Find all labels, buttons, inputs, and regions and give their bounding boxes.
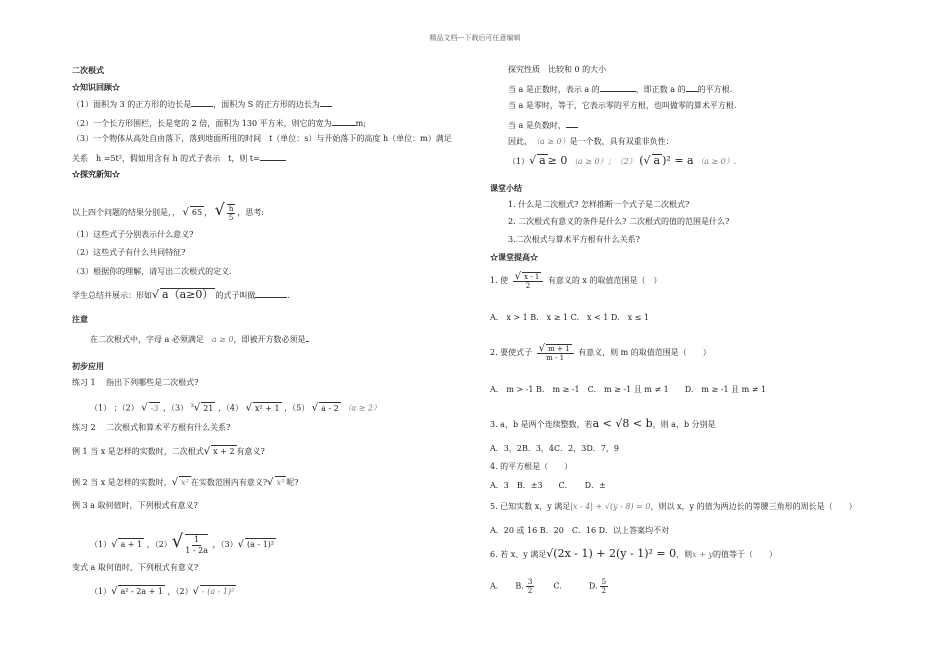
sqrt-icon: √ — [171, 477, 179, 488]
blank — [191, 97, 213, 107]
review-item-1 — [72, 97, 332, 111]
property-formulas — [508, 154, 736, 168]
explore-heading: ☆探究新知☆ — [72, 169, 120, 179]
review-item-3 — [72, 133, 452, 145]
exercise-1: 练习 1 指出下列哪些是二次根式? — [72, 378, 199, 387]
task-6-options — [490, 578, 610, 595]
explore-think: ，思考: — [237, 208, 265, 217]
ex1-rad-2: -3 — [150, 403, 159, 413]
sqrt-icon: √ — [214, 200, 225, 219]
t3a: 3. a，b 是两个连续整数，若 — [490, 420, 593, 429]
sqrt-icon: √ — [237, 539, 245, 550]
example-3-items — [90, 531, 276, 556]
t6a: 6. 若 x、y 满足 — [490, 550, 547, 559]
example-3: 例 3 a 取何值时，下列根式有意义? — [72, 501, 198, 510]
var-label-1: （1） — [90, 587, 112, 596]
frac-den: 2 — [527, 587, 533, 595]
student-summary: 学生总结并展示：形如√ a（a≥0） 的式子叫做 . — [72, 288, 290, 301]
blank — [600, 82, 636, 92]
sqrt-icon: √ — [171, 531, 184, 552]
sqrt-icon: √ — [643, 154, 651, 167]
eg2-rad: x² — [181, 478, 189, 487]
eg3-label-2: ，（2） — [146, 540, 172, 549]
frac-den: 2 — [601, 587, 607, 595]
task-3 — [490, 418, 716, 431]
frac-den: 2 — [525, 282, 531, 290]
review-item-4 — [72, 151, 286, 165]
sqrt-icon: √ — [529, 154, 537, 167]
task-1 — [490, 272, 661, 290]
t1a: 1. 使 — [490, 276, 509, 285]
summary-a: 学生总结并展示：形如 — [72, 291, 152, 300]
p6-rad-1: a — [539, 154, 546, 167]
blank — [332, 116, 356, 126]
t3-ineq: a < √8 < b — [592, 417, 653, 430]
sqrt-icon: √ — [514, 271, 522, 282]
sqrt-icon: √ — [111, 586, 118, 597]
frac-num — [537, 344, 574, 354]
task-4: 4. 的平方根是（ ） — [490, 462, 573, 471]
sqrt-65: 65 — [191, 208, 203, 217]
exercise-2: 练习 2 二次根式和算术平方根有什么关系? — [72, 423, 231, 432]
ex1-label-2: ；（2） — [113, 403, 139, 413]
task-2-options: A. m > -1 B. m ≥ -1 C. m ≥ -1 且 m ≠ 1 D. m ≥ -1 且 m ≠ 1 — [490, 385, 767, 394]
t1-rad: x - 1 — [524, 273, 540, 281]
ex1-rad-4: x² + 1 — [254, 403, 280, 413]
question-1: （1）这些式子分别表示什么意义? — [72, 230, 194, 239]
explore-results: 以上四个问题的结果分别是，， √ 65 ， √ $\frac{h}{5}$ ，思考: — [72, 200, 265, 222]
note-text: 在二次根式中，字母 a 必须满足 a ≥ 0，即被开方数必须是 . — [90, 332, 310, 346]
class-summary-heading: 课堂小结 — [490, 183, 522, 193]
t1-frac — [513, 272, 544, 290]
sqrt-icon: √ — [152, 288, 160, 301]
p5-cond: （a ≥ 0） — [536, 137, 570, 146]
t2-rad: m + 1 — [548, 345, 570, 353]
question-3: （3）根据你的理解，请写出二次根式的定义. — [72, 267, 232, 276]
note-heading: 注意 — [72, 314, 88, 324]
frac-num: h — [228, 205, 234, 213]
property-positive — [508, 82, 732, 96]
class-summary-1: 1. 什么是二次根式? 怎样推断一个式子是二次根式? — [508, 200, 690, 209]
eg3-rad-3: (a - 1)² — [247, 540, 275, 549]
variant: 变式 a 取何值时，下列根式有意义? — [72, 563, 199, 572]
t6-option-b: B. — [515, 581, 524, 591]
variant-items — [90, 585, 236, 598]
summary-expr: a（a≥0） — [162, 288, 214, 301]
p6-cond-2: （a ≥ 0）. — [696, 157, 737, 166]
eg2-rad2: x³ — [276, 478, 285, 487]
sqrt-icon: √ — [141, 402, 148, 414]
property-negative — [508, 118, 578, 132]
doc-title: 二次根式 — [72, 65, 104, 75]
ex1-cond-5: （a ≥ 2） — [343, 403, 381, 413]
review-3b: t（单位：s）与开始落下的高度 h（单位：m）满足 — [269, 134, 452, 143]
review-4a: 关系 — [72, 154, 88, 163]
t5b: ，则以 x，y 的值为两边长的等腰三角形的周长是（ ） — [650, 502, 857, 511]
sqrt-icon: √ — [111, 539, 118, 550]
sqrt-icon: √ — [245, 402, 252, 414]
frac-den: 1 - 2a — [185, 546, 208, 555]
frac-den: m - 1 — [546, 354, 565, 362]
paren-open: ( — [639, 154, 644, 167]
eg3-frac — [185, 534, 208, 556]
t5-eq: |x - 4| + √(y - 8) = 0 — [570, 502, 651, 511]
task-1-options: A. x > 1 B. x ≥ 1 C. x < 1 D. x ≤ 1 — [490, 313, 649, 322]
ex1-label-4: ，（4） — [217, 403, 244, 413]
t6-b-frac — [526, 578, 534, 595]
sqrt-icon: √ — [182, 207, 189, 218]
frac-num: 5 — [601, 578, 607, 586]
frac-num: 1 — [194, 535, 200, 544]
t1b: 有意义的 x 的取值范围是（ ） — [547, 276, 662, 285]
blank — [260, 151, 286, 161]
class-summary-3: 3.二次根式与算术平方根有什么关系? — [508, 235, 640, 244]
p6-label-1: （1） — [508, 157, 530, 166]
t6-d-frac — [600, 578, 608, 595]
p2b: ，即正数 a 的 — [635, 85, 686, 94]
t6-option-d: D. — [588, 581, 598, 591]
t6-eq: √(2x - 1) + 2(y - 1)² = 0 — [546, 547, 677, 560]
eg3-label-1: （1） — [90, 540, 112, 549]
eg3-rad-1: a + 1 — [120, 540, 143, 549]
frac-num — [513, 272, 544, 282]
sqrt-icon: √ — [311, 402, 319, 414]
example-2 — [72, 476, 299, 489]
ex1-rad-5: a - 2 — [321, 403, 339, 413]
eg2a: 例 2 当 x 是怎样的实数时， — [72, 478, 172, 487]
task-3-options: A．3，2B．3，4C．2，3D．7，9 — [490, 444, 619, 453]
exercise-1-items — [90, 400, 381, 415]
review-item-2 — [72, 116, 366, 130]
eg1b: 有意义? — [236, 447, 265, 456]
frac-h-5 — [227, 204, 236, 222]
improve-heading: ☆课堂提高☆ — [490, 252, 538, 262]
p5b: 是一个数，具有双重非负性： — [569, 137, 674, 146]
note-cond: a ≥ 0 — [211, 335, 234, 344]
property-conclusion — [508, 136, 674, 148]
blank — [566, 118, 578, 128]
ex1-label-1: （1） — [90, 403, 112, 413]
p6-cond-1: （a ≥ 0）；（2） — [569, 157, 637, 166]
eg3-label-3: ，（3） — [212, 540, 238, 549]
question-2: （2）这些式子有什么共同特征? — [72, 248, 186, 257]
p6-ge: ≥ 0 — [547, 154, 568, 167]
t6-option-c: C. — [553, 581, 562, 591]
p5a: 因此， — [508, 137, 528, 146]
sqrt-icon: √ — [538, 343, 546, 354]
note-tail: ，即被开方数必须是 — [233, 335, 306, 344]
sqrt-icon: √ — [203, 446, 211, 457]
t2a: 2. 要使式子 — [490, 348, 533, 357]
task-5-options: A．20 或 16 B．20 C．16 D．以上答案均不对 — [490, 526, 670, 535]
task-2 — [490, 344, 711, 362]
eg1-rad: x + 2 — [213, 447, 235, 456]
review-2a: （2）一个长方形围栏，长是宽的 2 倍，面积为 130 平方米，则它的宽为 — [72, 119, 332, 128]
sqrt-icon: √ — [192, 586, 199, 597]
blank — [255, 288, 287, 298]
p4: 当 a 是负数时， — [508, 121, 566, 130]
property-zero: 当 a 是零时，等于，它表示零的平方根，也叫做零的算术平方根. — [508, 101, 737, 110]
t2b: 有意义，则 m 的取值范围是（ ） — [578, 348, 711, 357]
t2-frac — [537, 344, 574, 362]
p2a: 当 a 是正数时，表示 a 的 — [508, 85, 600, 94]
cbrt-icon: √ — [193, 402, 201, 414]
ex1-rad-3: 21 — [203, 403, 214, 413]
t6-sum: x + y — [692, 550, 713, 559]
p2c: 的平方根. — [697, 85, 733, 94]
t6b: ，则 — [676, 550, 693, 559]
var-rad-1: a² - 2a + 1 — [120, 587, 163, 596]
eg2c: 呢? — [286, 478, 299, 487]
blank — [686, 82, 698, 92]
sqrt-icon: √ — [267, 477, 274, 488]
example-1 — [72, 445, 265, 458]
blank — [306, 332, 308, 342]
eg2b: 在实数范围内有意义? — [190, 478, 268, 487]
property-heading: 探究性质 比较和 0 的大小 — [508, 65, 607, 74]
task-4-options: A．3 B．±3 C． D．± — [490, 481, 606, 490]
t5a: 5. 已知实数 x，y 满足 — [490, 502, 571, 511]
t6-option-a: A. — [490, 581, 499, 591]
cube-index: 3 — [190, 403, 194, 409]
review-1a: （1）面积为 3 的正方形的边长是 — [72, 100, 192, 109]
p6-rad-2: a — [653, 154, 661, 167]
blank — [320, 97, 332, 107]
var-label-2: ，（2） — [167, 587, 193, 596]
t6c: 的值等于（ ） — [712, 550, 777, 559]
class-summary-2: 2. 二次根式有意义的条件是什么? 二次根式的值的范围是什么? — [508, 217, 730, 226]
task-6 — [490, 548, 777, 561]
note-text-a: 在二次根式中，字母 a 必须满足 — [90, 335, 204, 344]
review-heading: ☆知识回顾☆ — [72, 82, 120, 92]
paren-close: ) — [662, 154, 667, 167]
eg1a: 例 1 当 x 是怎样的实数时，二次根式 — [72, 447, 204, 456]
ex1-label-5: ，（5） — [284, 403, 310, 413]
t3b: ，则 a，b 分别是 — [652, 420, 716, 429]
review-1b: ，面积为 S 的正方形的边长为 — [213, 100, 320, 109]
frac-num: 3 — [527, 578, 533, 586]
explore-lead: 以上四个问题的结果分别是， — [72, 208, 172, 217]
page-header: 精品文档---下载后可任意编辑 — [429, 34, 521, 42]
summary-b: 的式子叫做 — [215, 291, 256, 300]
p6-sq: ² = a — [666, 154, 694, 167]
review-4c: t，则 t= — [228, 154, 260, 163]
review-4b: h =5t²，假如用含有 h 的式子表示 — [96, 154, 221, 163]
apply-heading: 初步应用 — [72, 361, 104, 371]
review-3a: （3）一个物体从高处自由落下，落到地面所用的时间 — [72, 134, 262, 143]
ex1-label-3: ，（3） — [163, 403, 189, 413]
var-rad-2: - (a - 1)² — [202, 587, 235, 596]
review-2b: m; — [355, 119, 366, 128]
frac-den: 5 — [228, 214, 234, 222]
task-5 — [490, 501, 857, 513]
